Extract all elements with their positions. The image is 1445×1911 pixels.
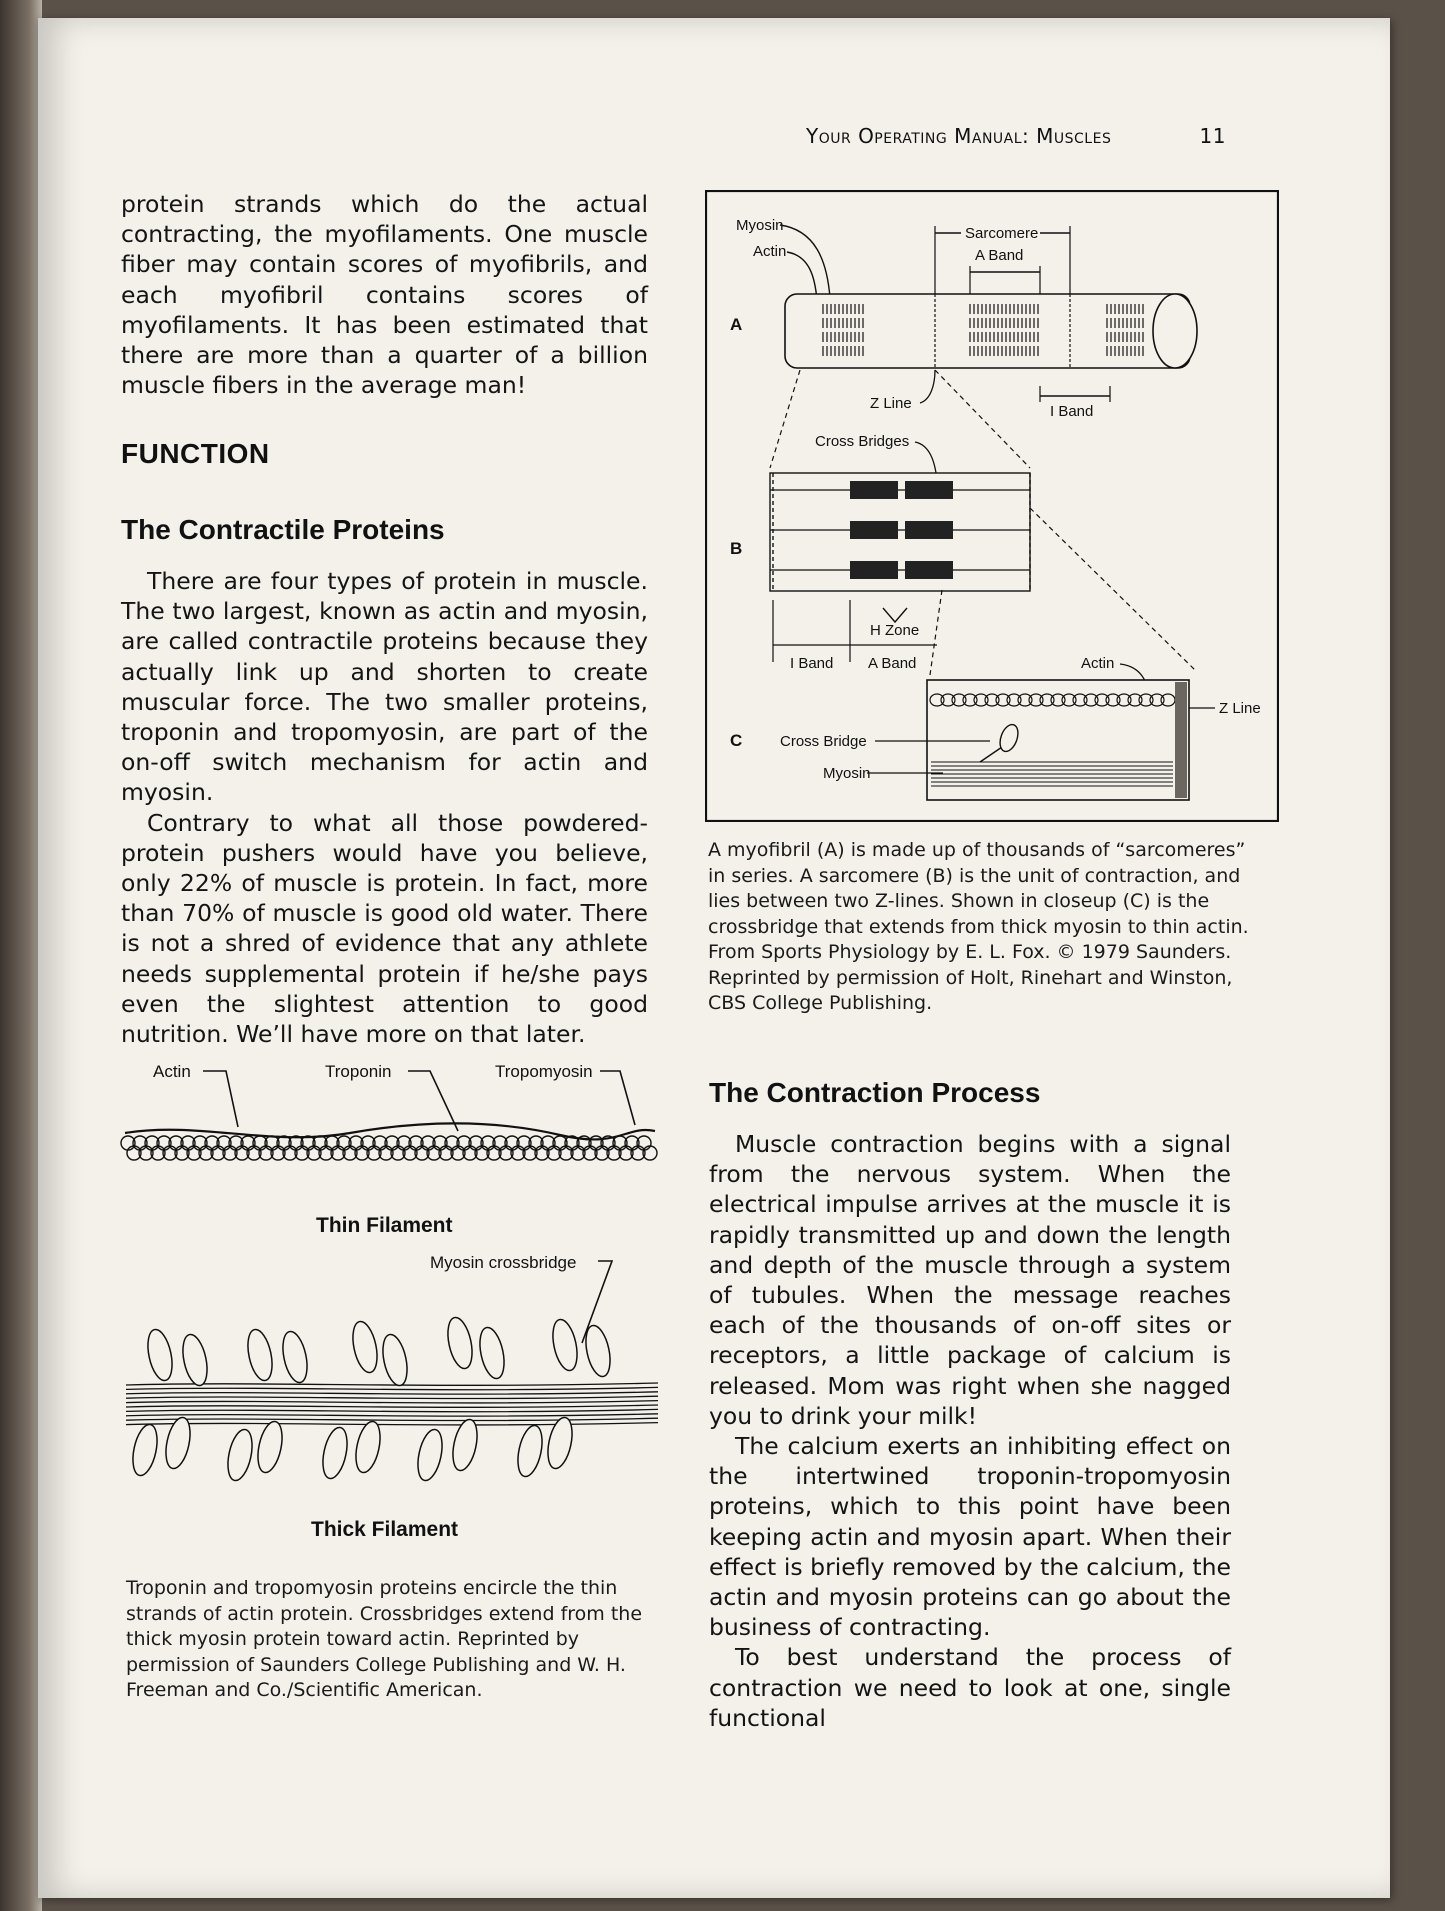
- myofibril-end: [1153, 294, 1197, 368]
- thick-filament-strand: [126, 1405, 658, 1407]
- myosin-head: [514, 1423, 546, 1478]
- label-actin-c: Actin: [1081, 655, 1115, 672]
- myosin-head: [476, 1325, 508, 1380]
- label-cross-bridge-c: Cross Bridge: [780, 733, 867, 750]
- thick-filament-strand: [126, 1383, 658, 1385]
- book-spine-shadow: [0, 0, 42, 1911]
- myosin-bundle: [850, 481, 898, 499]
- label-h-zone: H Zone: [870, 622, 920, 639]
- thick-filament-strand: [126, 1414, 658, 1416]
- myosin-head: [549, 1317, 581, 1372]
- thick-filament-strand: [126, 1418, 658, 1420]
- label-thin-filament: Thin Filament: [316, 1214, 453, 1237]
- label-i-band-top: I Band: [1050, 403, 1094, 420]
- projection-b-right: [1030, 508, 1195, 670]
- myosin-bundle: [850, 561, 898, 579]
- projection-b-left: [930, 590, 942, 675]
- myosin-head: [352, 1419, 384, 1474]
- sarcomere-closeup: [770, 473, 1030, 591]
- label-z-line-c: Z Line: [1219, 700, 1261, 717]
- projection-left: [770, 370, 800, 468]
- label-a-band-top: A Band: [975, 247, 1024, 264]
- label-a-band-b: A Band: [868, 655, 917, 672]
- thick-filament-strand: [126, 1401, 658, 1403]
- label-actin-top: Actin: [753, 243, 787, 260]
- paragraph-protein-water: Contrary to what all those powdered-protein pushers would have you believe, only 22% of muscle is protein. In fact, more than 70% of muscle is good old water. There is not a shred of evidence that any athlete needs supplemental protein if he/she pays even the slightest attention to good nutrition. We’ll have more on that later.: [121, 808, 648, 1049]
- myosin-head: [244, 1327, 276, 1382]
- myosin-head: [224, 1427, 256, 1482]
- myosin-head: [279, 1329, 311, 1384]
- label-myosin-crossbridge: Myosin crossbridge: [430, 1253, 577, 1272]
- myofibril-caption: A myofibril (A) is made up of thousands of “sarcomeres” in series. A sarcomere (B) is the unit of contraction, and lies between two Z-lines. Shown in closeup (C) is the crossbridge that extends from thick myosin to thin actin. From Sports Physiology by E. L. Fox. © 1979 Saunders. Reprinted by permission of Holt, Rinehart and Winston, CBS College Publishing.: [708, 839, 1249, 1014]
- paragraph-protein-types: There are four types of protein in muscle. The two largest, known as actin and myosin, are called contractile proteins because they actually link up and shorten to create muscular force. The two smaller proteins, troponin and tropomyosin, are part of the on-off switch mechanism for actin and myosin.: [121, 567, 648, 807]
- projection-right: [935, 370, 1030, 468]
- paragraph-calcium-effect: The calcium exerts an inhibiting effect on the intertwined troponin-tropomyosin proteins, which to this point have been keeping actin and myosin apart. When their effect is briefly removed by the calcium, the actin and myosin proteins can go about the business of contracting.: [709, 1432, 1231, 1642]
- myosin-bundle: [905, 561, 953, 579]
- myosin-head: [449, 1417, 481, 1472]
- myofibril-cylinder: [785, 294, 1190, 368]
- intro-paragraph: protein strands which do the actual contracting, the myofilaments. One muscle fiber may contain scores of myofibrils, and each myofibril contains scores of myofilaments. It has been estimated that there are more than a quarter of a billion muscle fibers in the average man!: [121, 190, 648, 400]
- z-line-closeup: [1175, 682, 1187, 798]
- running-title: Your Operating Manual: Muscles: [806, 124, 1112, 148]
- subheading-contraction-process: The Contraction Process: [709, 1077, 1041, 1108]
- label-i-band-b: I Band: [790, 655, 834, 672]
- leader-z-line: [920, 370, 935, 403]
- myosin-head: [414, 1427, 446, 1482]
- panel-label-c: C: [730, 731, 743, 750]
- label-tropomyosin: Tropomyosin: [495, 1062, 593, 1081]
- thin-filament-beads: [121, 1136, 657, 1160]
- label-cross-bridges: Cross Bridges: [815, 433, 910, 450]
- myosin-head: [144, 1327, 176, 1382]
- myofibril-diagram: [705, 190, 1279, 822]
- paragraph-nervous-signal: Muscle contraction begins with a signal from the nervous system. When the electrical impulse arrives at the muscle it is rapidly transmitted up and down the length and depth of the muscle through a system of tubules. When the message reaches each of the thousands of on-off sites or receptors, a little package of calcium is released. Mom was right when she nagged you to drink your milk!: [709, 1130, 1231, 1430]
- myosin-head: [379, 1332, 411, 1387]
- filament-illustration: [120, 1055, 660, 1525]
- label-myosin-c: Myosin: [823, 765, 871, 782]
- h-zone-marker: [883, 608, 907, 622]
- contractile-proteins-block: [121, 514, 648, 1049]
- thick-filament-drawing: [126, 1315, 658, 1482]
- label-troponin: Troponin: [325, 1062, 392, 1081]
- myosin-head: [544, 1415, 576, 1470]
- filament-caption-block: [126, 1576, 654, 1704]
- thick-filament-strand: [126, 1409, 658, 1411]
- contraction-process-block: [709, 1077, 1231, 1733]
- thick-filament-strand: [126, 1396, 658, 1398]
- leader-troponin: [408, 1071, 458, 1131]
- label-z-line-top: Z Line: [870, 395, 912, 412]
- intro-paragraph-block: [121, 189, 648, 400]
- label-actin: Actin: [153, 1062, 191, 1081]
- filament-caption: Troponin and tropomyosin proteins encircle the thin strands of actin protein. Crossbridges extend from the thick myosin protein toward actin. Reprinted by permission of Saunders College Publishing and W. H. Freeman and Co./Scientific American.: [126, 1577, 643, 1701]
- label-myosin-top: Myosin: [736, 217, 784, 234]
- label-thick-filament: Thick Filament: [311, 1518, 459, 1541]
- myosin-head: [179, 1332, 211, 1387]
- sarcomere-box: [770, 473, 1030, 591]
- panel-label-b: B: [730, 539, 743, 558]
- myosin-head: [349, 1319, 381, 1374]
- myosin-bundle: [905, 521, 953, 539]
- myosin-head: [254, 1419, 286, 1474]
- subheading-contractile-proteins: The Contractile Proteins: [121, 514, 445, 545]
- myosin-head: [129, 1422, 161, 1477]
- myosin-head: [444, 1315, 476, 1370]
- running-header: [806, 124, 1226, 148]
- section-heading-function: FUNCTION: [121, 438, 270, 469]
- thick-filament-strand: [126, 1387, 658, 1389]
- thick-filament-strand: [126, 1392, 658, 1394]
- page-number: 11: [1199, 124, 1226, 148]
- myosin-bundle: [905, 481, 953, 499]
- panel-label-a: A: [730, 315, 743, 334]
- myofibril-caption-block: [708, 838, 1268, 1017]
- thick-filament-strand: [126, 1423, 658, 1425]
- label-sarcomere: Sarcomere: [965, 225, 1039, 242]
- leader-actin-top: [787, 252, 817, 300]
- paragraph-functional-unit: To best understand the process of contraction we need to look at one, single functional: [709, 1643, 1231, 1732]
- myosin-head: [319, 1425, 351, 1480]
- leader-tropomyosin: [600, 1071, 635, 1125]
- leader-actin: [203, 1071, 238, 1127]
- myosin-bundle: [850, 521, 898, 539]
